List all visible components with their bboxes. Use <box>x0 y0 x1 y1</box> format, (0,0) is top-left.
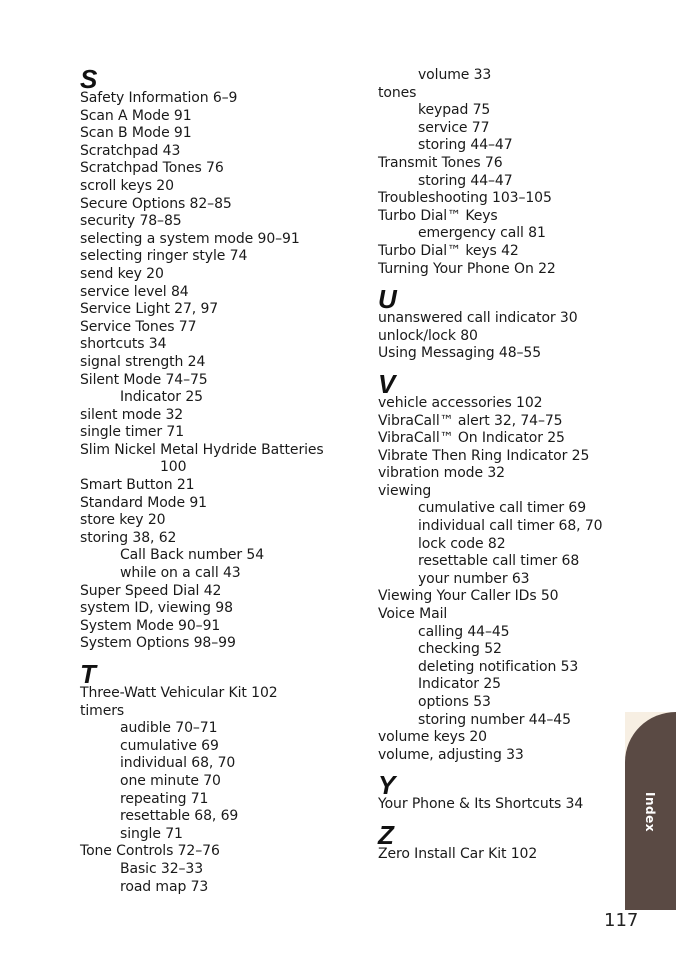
index-subentry: resettable 68, 69 <box>120 808 239 825</box>
index-entry: Turbo Dial™ keys 42 <box>378 242 519 259</box>
index-entry: viewing <box>378 482 432 499</box>
index-subentry: options 53 <box>418 694 491 710</box>
index-entry: Safety Information 6–9 <box>80 90 238 106</box>
index-letter-heading: T <box>80 659 96 689</box>
index-entry: 100 <box>160 459 187 476</box>
index-entry: Scratchpad 43 <box>80 142 181 159</box>
index-entry: Service Tones 77 <box>80 318 197 335</box>
index-subentry: cumulative 69 <box>120 737 219 754</box>
index-subentry: road map 73 <box>120 878 209 895</box>
index-subentry: Call Back number 54 <box>120 547 265 564</box>
index-entry: timers <box>80 702 125 719</box>
index-subentry: audible 70–71 <box>120 720 218 737</box>
index-entry: Troubleshooting 103–105 <box>378 190 552 207</box>
index-subentry: calling 44–45 <box>418 623 510 640</box>
index-entry: System Mode 90–91 <box>80 617 221 634</box>
index-subentry: cumulative call timer 69 <box>418 500 587 517</box>
index-subentry: storing number 44–45 <box>418 711 571 728</box>
index-letter-heading: Y <box>378 770 396 801</box>
index-entry: service level 84 <box>80 283 189 300</box>
index-entry: system ID, viewing 98 <box>80 600 233 617</box>
index-subentry: repeating 71 <box>120 790 209 807</box>
index-subentry: volume 33 <box>418 67 492 83</box>
index-subentry: keypad 75 <box>418 102 491 119</box>
index-letter-heading: Z <box>378 819 394 850</box>
index-entry: Slim Nickel Metal Hydride Batteries <box>80 441 324 458</box>
index-entry: Your Phone & Its Shortcuts 34 <box>378 796 584 813</box>
index-entry: Smart Button 21 <box>80 477 195 494</box>
index-entry: Scan A Mode 91 <box>80 107 192 124</box>
index-entry: Standard Mode 91 <box>80 494 207 511</box>
index-letter-heading: U <box>378 284 397 315</box>
index-entry: Turning Your Phone On 22 <box>378 260 556 277</box>
index-subentry: storing 44–47 <box>418 172 513 189</box>
index-entry: silent mode 32 <box>80 406 184 423</box>
index-entry: single timer 71 <box>80 424 185 441</box>
section-gap <box>378 278 648 286</box>
index-subentry: emergency call 81 <box>418 225 546 242</box>
index-entry: storing 38, 62 <box>80 529 177 546</box>
index-entry: send key 20 <box>80 265 164 282</box>
index-entry: Scratchpad Tones 76 <box>80 160 224 177</box>
index-subentry: Basic 32–33 <box>120 860 204 877</box>
index-subentry: resettable call timer 68 <box>418 553 580 570</box>
index-letter-heading: V <box>378 368 396 399</box>
index-subentry: single 71 <box>120 825 183 842</box>
index-entry: Turbo Dial™ Keys <box>378 207 498 224</box>
index-entry: tones <box>378 84 417 101</box>
index-entry: Service Light 27, 97 <box>80 301 219 318</box>
index-entry: Secure Options 82–85 <box>80 195 232 212</box>
index-subentry: your number 63 <box>418 570 530 587</box>
index-entry: volume, adjusting 33 <box>378 746 524 763</box>
index-entry: unlock/lock 80 <box>378 327 478 344</box>
section-gap <box>80 653 350 661</box>
index-entry: Tone Controls 72–76 <box>80 843 220 860</box>
section-gap <box>378 363 648 371</box>
index-entry: store key 20 <box>80 512 166 529</box>
index-subentry: storing 44–47 <box>418 137 513 154</box>
section-gap <box>378 764 648 772</box>
index-subentry: lock code 82 <box>418 535 506 552</box>
index-entry: security 78–85 <box>80 213 182 230</box>
index-entry: VibraCall™ alert 32, 74–75 <box>378 412 563 429</box>
index-entry: Silent Mode 74–75 <box>80 371 208 388</box>
index-entry: vehicle accessories 102 <box>378 394 543 411</box>
section-tab-label: Index <box>643 792 657 832</box>
index-letter-heading: S <box>80 64 98 94</box>
index-subentry: checking 52 <box>418 641 502 658</box>
index-subentry: Indicator 25 <box>120 389 203 406</box>
index-entry: Transmit Tones 76 <box>378 154 503 171</box>
index-entry: unanswered call indicator 30 <box>378 310 578 327</box>
index-entry: VibraCall™ On Indicator 25 <box>378 430 565 447</box>
index-entry: System Options 98–99 <box>80 635 236 652</box>
index-subentry: one minute 70 <box>120 772 221 789</box>
index-entry: Scan B Mode 91 <box>80 125 192 142</box>
index-entry: Voice Mail <box>378 606 448 623</box>
index-subentry: service 77 <box>418 119 490 136</box>
index-entry: Three-Watt Vehicular Kit 102 <box>80 685 278 701</box>
index-entry: selecting a system mode 90–91 <box>80 230 300 247</box>
section-gap <box>378 814 648 822</box>
index-entry: scroll keys 20 <box>80 177 174 194</box>
index-column-left <box>80 66 350 896</box>
index-entry: shortcuts 34 <box>80 336 167 353</box>
index-entry: Super Speed Dial 42 <box>80 582 222 599</box>
index-entry: Vibrate Then Ring Indicator 25 <box>378 447 590 464</box>
index-subentry: Indicator 25 <box>418 676 501 693</box>
page-number: 117 <box>604 910 639 931</box>
index-subentry: deleting notification 53 <box>418 658 579 675</box>
index-entry: Zero Install Car Kit 102 <box>378 845 538 862</box>
index-subentry: individual call timer 68, 70 <box>418 518 603 535</box>
index-entry: Viewing Your Caller IDs 50 <box>378 588 559 605</box>
index-entry: selecting ringer style 74 <box>80 248 248 265</box>
index-entry: volume keys 20 <box>378 729 487 746</box>
index-entry: signal strength 24 <box>80 353 206 370</box>
index-subentry: individual 68, 70 <box>120 755 236 772</box>
index-column-right <box>378 67 648 864</box>
index-entry: Using Messaging 48–55 <box>378 345 542 362</box>
index-entry: vibration mode 32 <box>378 465 505 482</box>
index-subentry: while on a call 43 <box>120 565 241 582</box>
